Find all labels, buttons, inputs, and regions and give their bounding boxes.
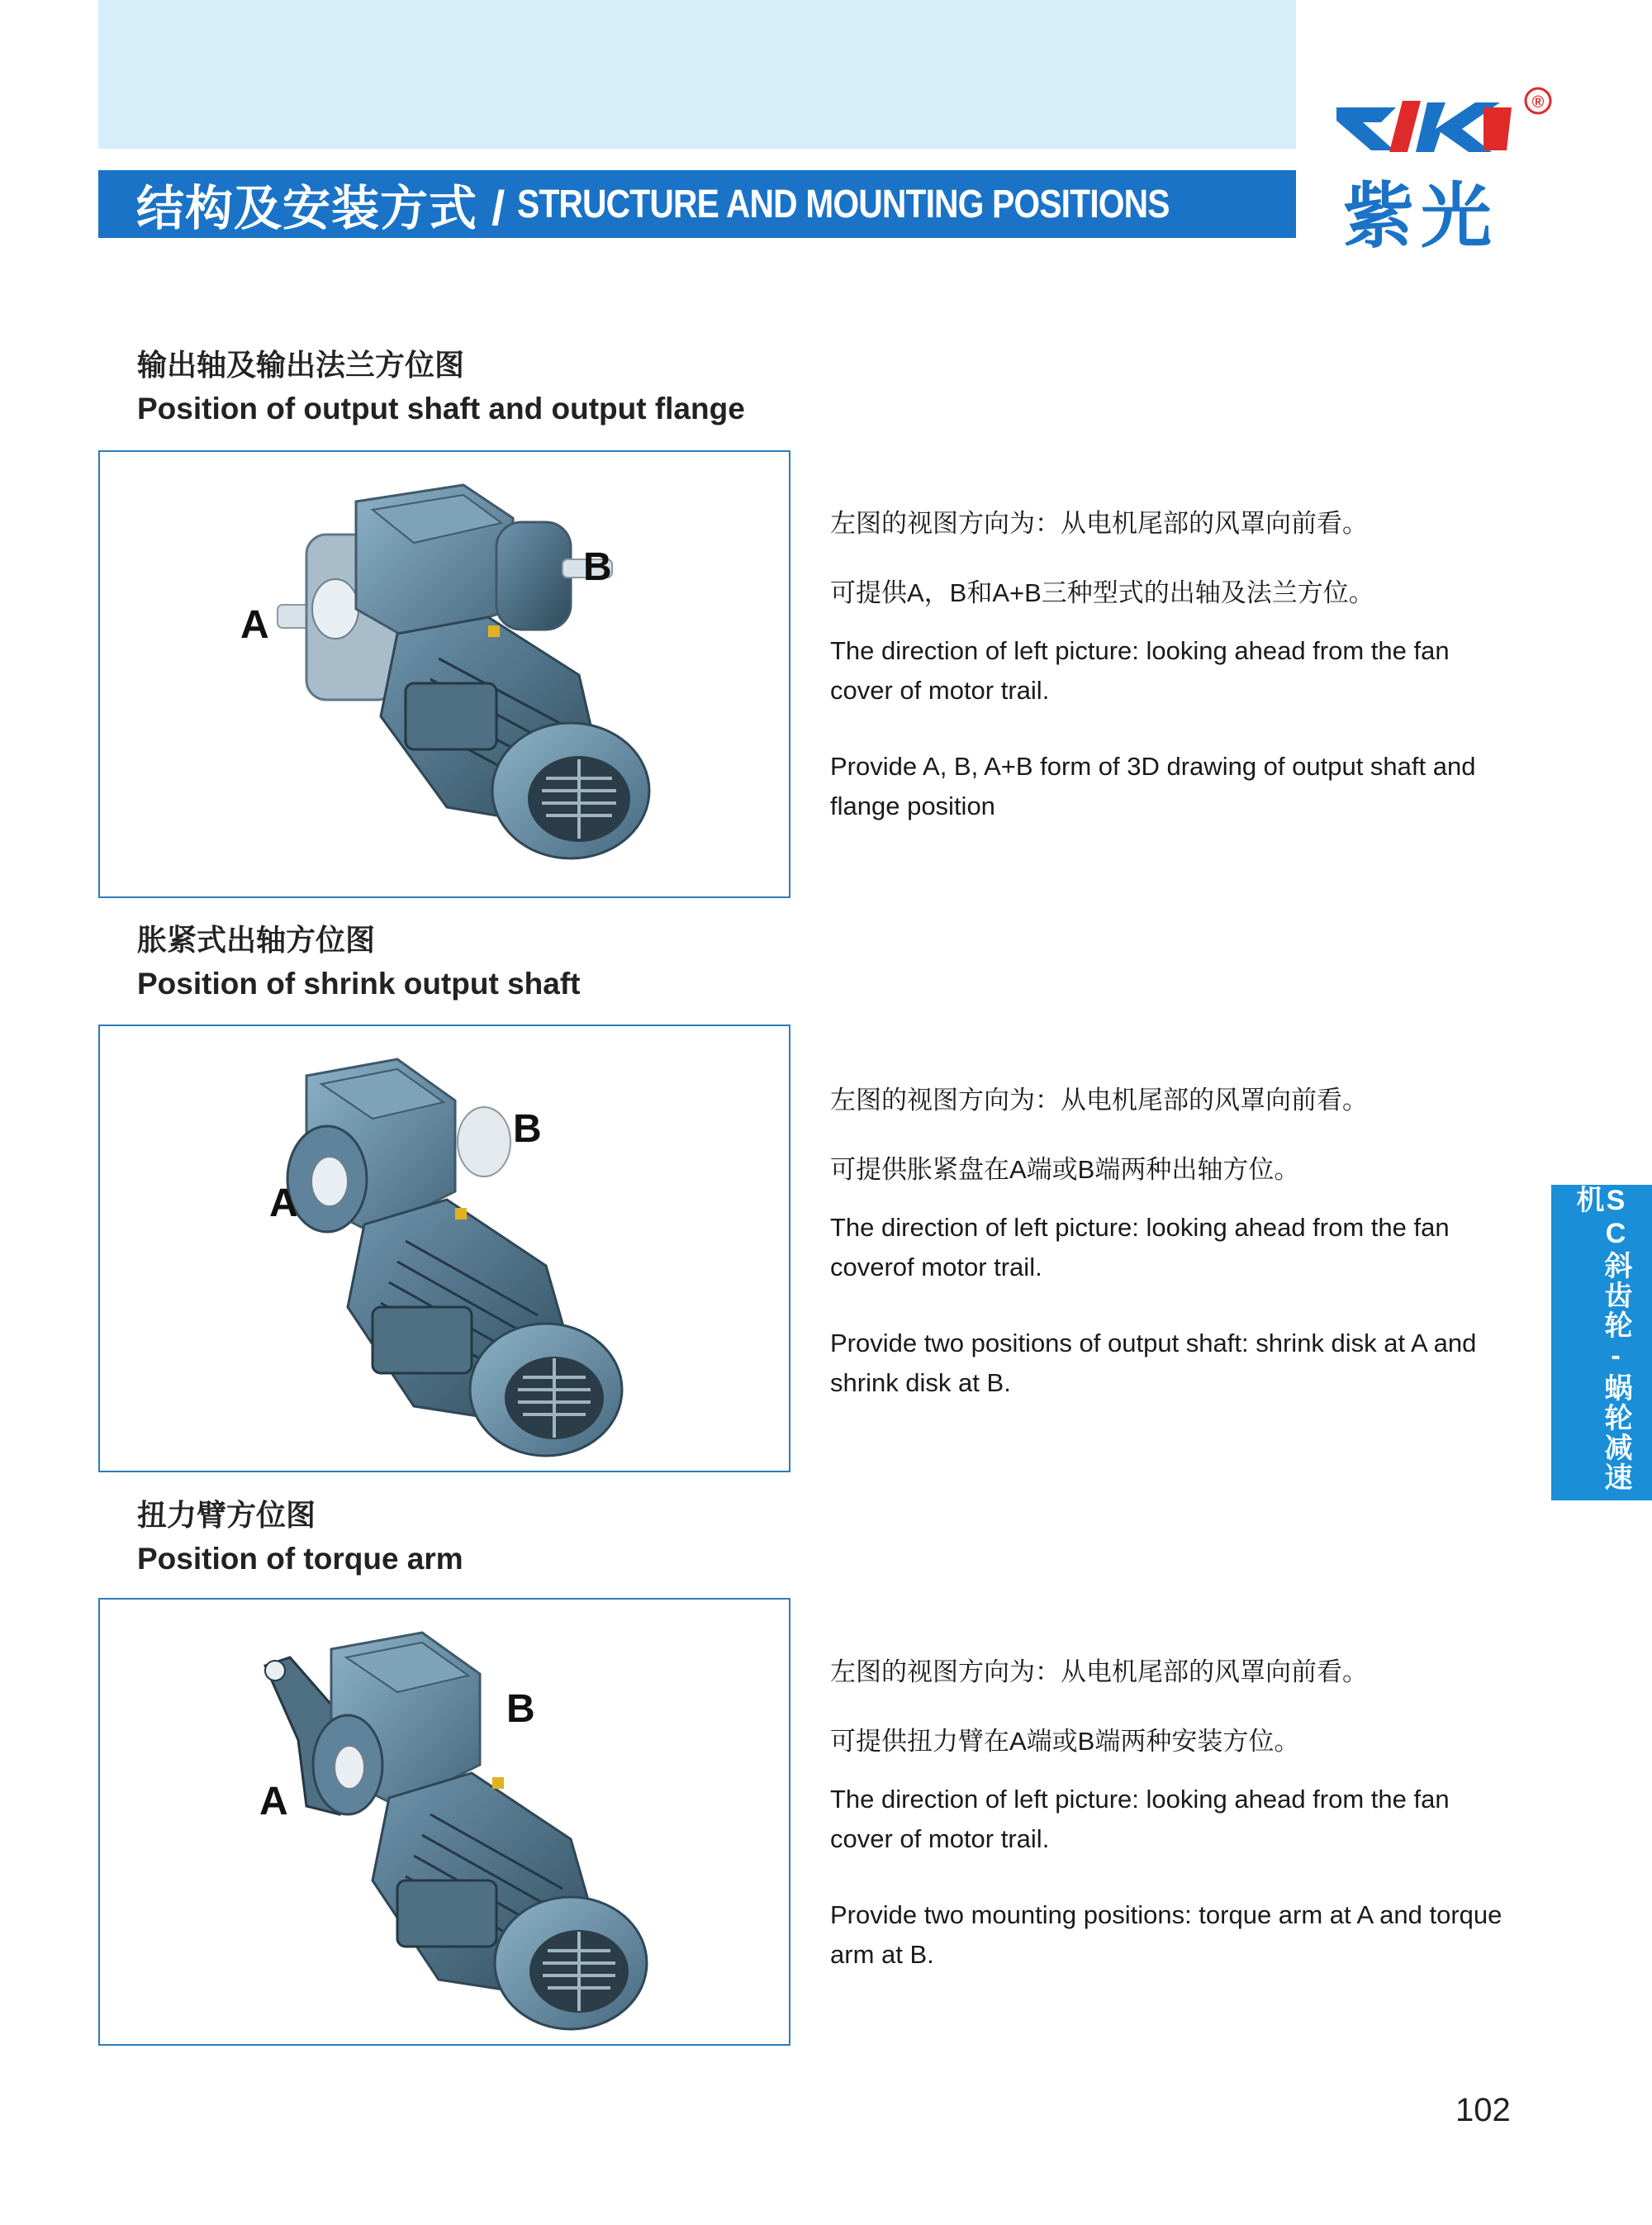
page-title-cn: 结构及安装方式 /: [136, 182, 506, 235]
section-2-desc-cn-1: 左图的视图方向为：从电机尾部的风罩向前看。: [830, 1086, 1368, 1115]
section-1-desc-cn-1: 左图的视图方向为：从电机尾部的风罩向前看。: [830, 509, 1368, 538]
label-b: B: [583, 545, 612, 589]
page-title-en: STRUCTURE AND MOUNTING POSITIONS: [517, 182, 1170, 226]
section-3-desc-cn-2: 可提供扭力臂在A端或B端两种安装方位。: [830, 1727, 1300, 1756]
brand-name: 紫光: [1343, 177, 1498, 256]
section-1-title-en: Position of output shaft and output flange: [137, 392, 745, 426]
section-3-illustration: [98, 1598, 790, 2046]
section-2-title-en: Position of shrink output shaft: [137, 967, 581, 1001]
section-2-desc-en-1: The direction of left picture: looking ahead from the fan coverof motor trail.: [830, 1213, 1450, 1281]
section-3-desc-en-1: The direction of left picture: looking ahead from the fan cover of motor trail.: [830, 1785, 1450, 1853]
page-title: [98, 170, 1296, 238]
header-band: [98, 0, 1296, 149]
gear-motor-shrink-disk-icon: [100, 1026, 789, 1471]
label-b: B: [513, 1107, 542, 1151]
page-number: 102: [1455, 2092, 1511, 2128]
section-3-desc-cn-1: 左图的视图方向为：从电机尾部的风罩向前看。: [830, 1657, 1368, 1686]
section-1-desc-cn-2: 可提供A，B和A+B三种型式的出轴及法兰方位。: [830, 578, 1374, 607]
section-2-title-cn: 胀紧式出轴方位图: [137, 923, 376, 957]
gear-motor-flange-icon: [100, 452, 789, 896]
label-a: A: [269, 1181, 298, 1225]
chapter-side-tab-text: SC斜齿轮-蜗轮减速机: [1572, 1185, 1631, 1492]
section-3-desc-en-2: Provide two mounting positions: torque arm at A and torque arm at B.: [830, 1900, 1502, 1969]
section-2-desc-en-2: Provide two positions of output shaft: shrink disk at A and shrink disk at B.: [830, 1329, 1477, 1397]
section-1-title-cn: 输出轴及输出法兰方位图: [137, 348, 465, 382]
section-3-description: [830, 1652, 1507, 2011]
label-a: A: [240, 603, 269, 647]
section-1-description: [830, 504, 1507, 863]
section-2-description: [830, 1081, 1507, 1439]
section-2-desc-cn-2: 可提供胀紧盘在A端或B端两种出轴方位。: [830, 1155, 1300, 1184]
section-3-title-cn: 扭力臂方位图: [137, 1498, 316, 1532]
label-b: B: [506, 1687, 535, 1731]
section-3-title-en: Position of torque arm: [137, 1542, 463, 1576]
gear-motor-torque-arm-icon: [100, 1600, 789, 2044]
section-1-illustration: [98, 450, 790, 898]
section-1-desc-en-2: Provide A, B, A+B form of 3D drawing of output shaft and flange position: [830, 752, 1476, 820]
label-a: A: [259, 1780, 288, 1823]
chapter-side-tab: [1551, 1185, 1652, 1500]
registered-mark: ®: [1531, 93, 1545, 112]
section-1-desc-en-1: The direction of left picture: looking ahead from the fan cover of motor trail.: [830, 636, 1450, 705]
section-2-illustration: [98, 1025, 790, 1472]
